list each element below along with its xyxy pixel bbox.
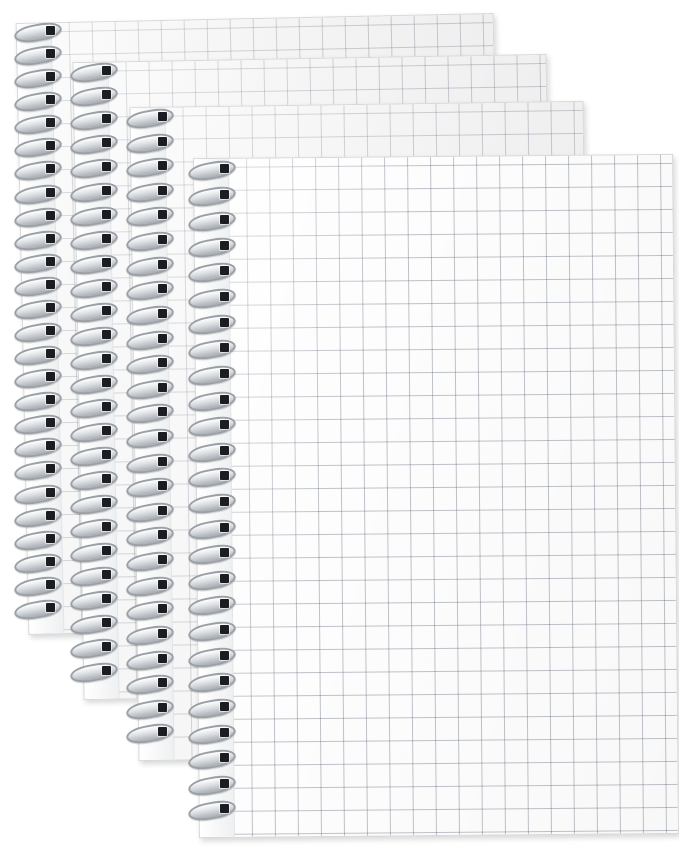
notebook-front[interactable] xyxy=(193,154,679,838)
binding-strip-front xyxy=(194,159,235,837)
graph-page-front xyxy=(194,155,678,837)
